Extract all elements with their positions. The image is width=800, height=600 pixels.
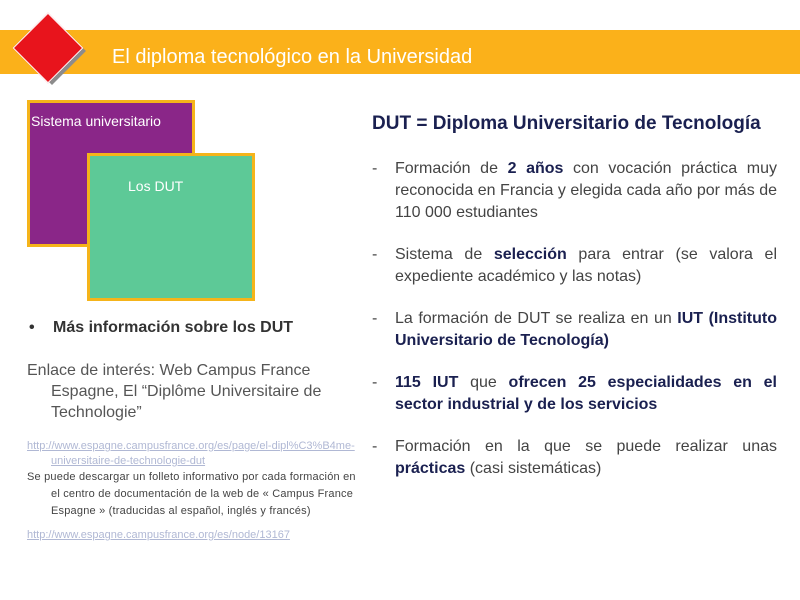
dash-icon: - bbox=[372, 246, 378, 263]
list-item bbox=[372, 308, 777, 352]
item-text: Formación en la que se puede realizar unas bbox=[395, 438, 777, 455]
dash-icon: - bbox=[372, 374, 378, 391]
more-info-text: Más información sobre los DUT bbox=[53, 319, 294, 336]
item-text: (casi sistemáticas) bbox=[465, 460, 602, 477]
item-text: para entrar (se valora el expediente académico y las notas) bbox=[395, 246, 778, 285]
list-item bbox=[372, 436, 777, 480]
item-bold-text: ofrecen 25 especialidades en el sector industrial y de los servicios bbox=[395, 374, 778, 413]
item-bold-text: 115 IUT bbox=[395, 374, 459, 391]
item-text: Sistema de bbox=[395, 246, 494, 263]
dut-heading: DUT = Diploma Universitario de Tecnología bbox=[372, 113, 761, 134]
list-item bbox=[372, 372, 777, 416]
item-bold-text: IUT (Instituto Universitario de Tecnología) bbox=[395, 310, 778, 349]
dut-label: Los DUT bbox=[128, 178, 184, 194]
item-bold-text: 2 años bbox=[507, 160, 564, 177]
item-text: con vocación práctica muy reconocida en Francia y elegida cada año por más de 110 000 estudiantes bbox=[395, 160, 778, 221]
left-column bbox=[27, 318, 359, 543]
campusfrance-dut-link[interactable]: http://www.espagne.campusfrance.org/es/page/el-dipl%C3%B4me-universitaire-de-technologie-dut bbox=[27, 440, 355, 467]
item-bold-text: prácticas bbox=[395, 460, 466, 477]
right-column bbox=[372, 110, 777, 480]
list-item bbox=[372, 244, 777, 288]
dash-icon: - bbox=[372, 438, 378, 455]
dash-icon: - bbox=[372, 310, 378, 327]
interest-link-text: Enlace de interés: Web Campus France Espagne, El “Diplôme Universitaire de Technologie” bbox=[27, 362, 322, 421]
dut-box bbox=[87, 153, 255, 301]
item-bold-text: selección bbox=[493, 246, 567, 263]
item-text: La formación de DUT se realiza en un bbox=[395, 310, 678, 327]
download-info-text: Se puede descargar un folleto informativo por cada formación en el centro de documentación de la web de « Campus France Espagne » (traducidas al español, inglés y francés) bbox=[27, 471, 356, 517]
item-text: que bbox=[458, 374, 509, 391]
university-system-label: Sistema universitario bbox=[31, 113, 161, 129]
more-info-bullet bbox=[27, 318, 359, 338]
dash-icon: - bbox=[372, 160, 378, 177]
bullet-icon: • bbox=[29, 319, 35, 336]
item-text: Formación de bbox=[395, 160, 508, 177]
slide-title: El diploma tecnológico en la Universidad bbox=[112, 46, 473, 68]
campusfrance-node-link[interactable]: http://www.espagne.campusfrance.org/es/node/13167 bbox=[27, 529, 290, 541]
list-item bbox=[372, 158, 777, 224]
